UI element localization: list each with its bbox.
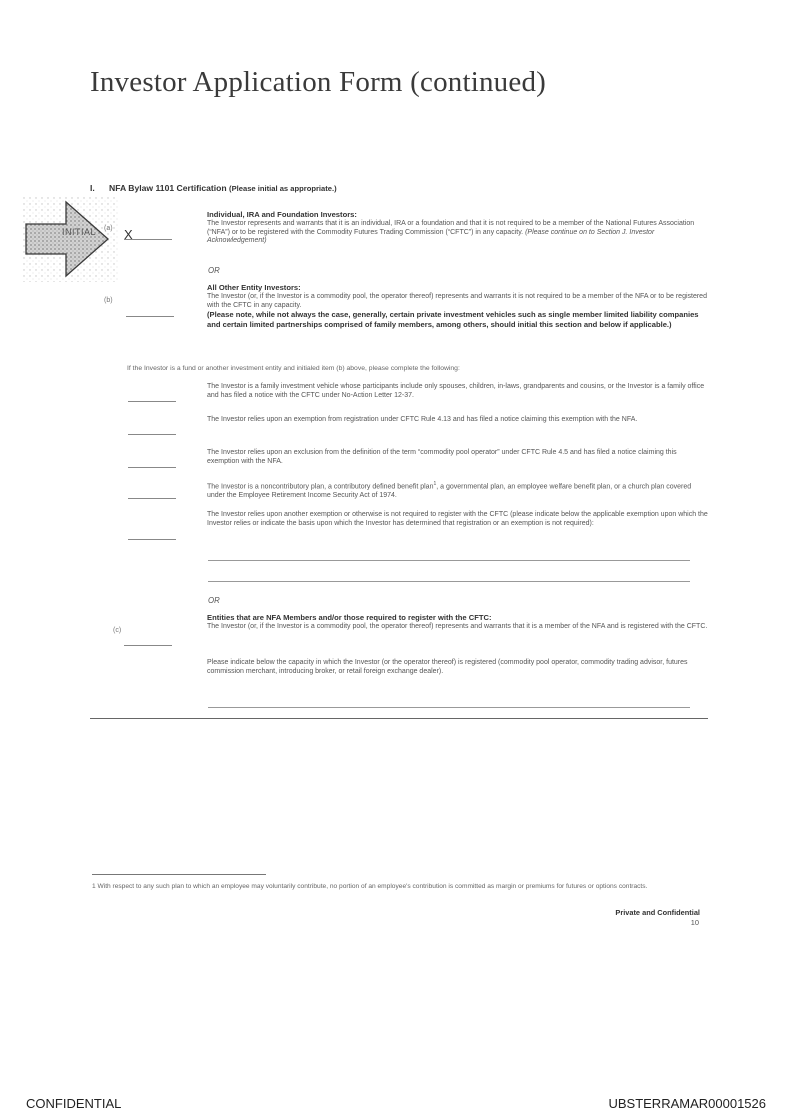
capacity-line[interactable] — [208, 707, 690, 708]
sub-item-5-text: The Investor relies upon another exemption or otherwise is not required to register with the CFTC (please indicate below the applicable exemption upon which the Investor relies or indicate the basis upon which the Investor has determined that registration or an exemption is not required): — [207, 511, 708, 527]
page-title: Investor Application Form (continued) — [90, 66, 547, 98]
option-b-heading: All Other Entity Investors: — [207, 283, 301, 292]
initial-arrow-icon — [22, 196, 118, 282]
footer-confidential: CONFIDENTIAL — [26, 1096, 122, 1111]
option-a-heading: Individual, IRA and Foundation Investors: — [207, 210, 357, 219]
footnote: 1 With respect to any such plan to which an employee may voluntarily contribute, no portion of an employee's contribution is committed as margin or premiums for futures or options contracts. — [92, 883, 648, 890]
option-a-italic: (Please continue on to Section J. Investor Acknowledgement) — [207, 228, 655, 245]
section-title: NFA Bylaw 1101 Certification — [109, 183, 227, 193]
section-heading — [90, 183, 337, 193]
sub-item-1-initial-field[interactable] — [128, 390, 176, 402]
option-c-text: The Investor (or, if the Investor is a commodity pool, the operator thereof) represents and warrants that it is a member of the NFA and is registered with the CFTC. — [207, 623, 708, 631]
sub-item-4-text-before: The Investor is a noncontributory plan, a contributory defined benefit plan — [207, 483, 434, 491]
arrow-label: INITIAL — [61, 227, 96, 237]
option-b-letter: (b) — [104, 297, 113, 304]
sub-item-3-initial-field[interactable] — [128, 456, 176, 468]
or-label-2: OR — [208, 596, 220, 605]
option-c-capacity-text: Please indicate below the capacity in which the Investor (or the operator thereof) is registered (commodity pool operator, commodity trading advisor, futures commission merchant, introducing broker, or retail foreign exchange dealer). — [207, 659, 688, 675]
sub-item-4-text-after: , a governmental plan, an employee welfare benefit plan, or a church plan covered under the Employee Retirement Income Security Act of 1974. — [207, 483, 692, 499]
section-note: (Please initial as appropriate.) — [229, 184, 337, 193]
sub-item-5-initial-field[interactable] — [128, 528, 176, 540]
option-b-initial-field[interactable] — [126, 305, 174, 317]
option-c-paragraph — [207, 614, 709, 632]
option-a-initial-field[interactable] — [124, 228, 172, 240]
section-number: I. — [90, 183, 95, 193]
sub-item-4-text — [207, 480, 709, 501]
footnote-rule — [92, 874, 266, 875]
option-a-paragraph — [207, 211, 709, 246]
option-a-letter: (a) — [104, 225, 113, 232]
footer-bates-number: UBSTERRAMAR00001526 — [608, 1096, 766, 1111]
option-c-initial-field[interactable] — [124, 634, 172, 646]
private-label: Private and Confidential — [615, 908, 700, 917]
initial-mark: X — [124, 227, 133, 242]
option-b-bold: (Please note, while not always the case, generally, certain private investment vehicles such as single member limited liability companies and certain limited partnerships comprised of family members, among others, should initial this section and below if applicable.) — [207, 310, 699, 329]
or-label-1: OR — [208, 266, 220, 275]
page-number: 10 — [690, 918, 699, 927]
intro-text: If the Investor is a fund or another investment entity and initialed item (b) above, please complete the following: — [127, 365, 460, 372]
option-c-letter: (c) — [113, 627, 122, 634]
sub-item-4-initial-field[interactable] — [128, 487, 176, 499]
option-a-text: The Investor represents and warrants that it is an individual, IRA or a foundation and that it is not required to be a member of the National Futures Association (“NFA”) or to be registered with the Commodity Futures Trading Commission (“CFTC”) in any capacity. — [207, 220, 695, 236]
option-b-text: The Investor (or, if the Investor is a commodity pool, the operator thereof) represents and warrants it is not required to be a member of the NFA or to be registered with the CFTC in any capacity. — [207, 293, 707, 309]
exemption-line-1[interactable] — [208, 560, 690, 561]
option-b-paragraph — [207, 284, 709, 329]
section-end-rule — [90, 718, 708, 719]
sub-item-1-text: The Investor is a family investment vehicle whose participants include only spouses, children, in-laws, grandparents and cousins, or the Investor is a family office and has filed a notice with the CFTC under No-Action Letter 12-37. — [207, 383, 705, 399]
footnote-ref: 1 — [433, 481, 437, 487]
exemption-line-2[interactable] — [208, 581, 690, 582]
sub-item-2-text: The Investor relies upon an exemption from registration under CFTC Rule 4.13 and has filed a notice claiming this exemption with the NFA. — [207, 416, 638, 423]
sub-item-2-initial-field[interactable] — [128, 423, 176, 435]
sub-item-3-text: The Investor relies upon an exclusion from the definition of the term “commodity pool operator” under CFTC Rule 4.5 and has filed a notice claiming this exemption with the NFA. — [207, 449, 677, 465]
option-c-heading: Entities that are NFA Members and/or those required to register with the CFTC: — [207, 613, 492, 622]
